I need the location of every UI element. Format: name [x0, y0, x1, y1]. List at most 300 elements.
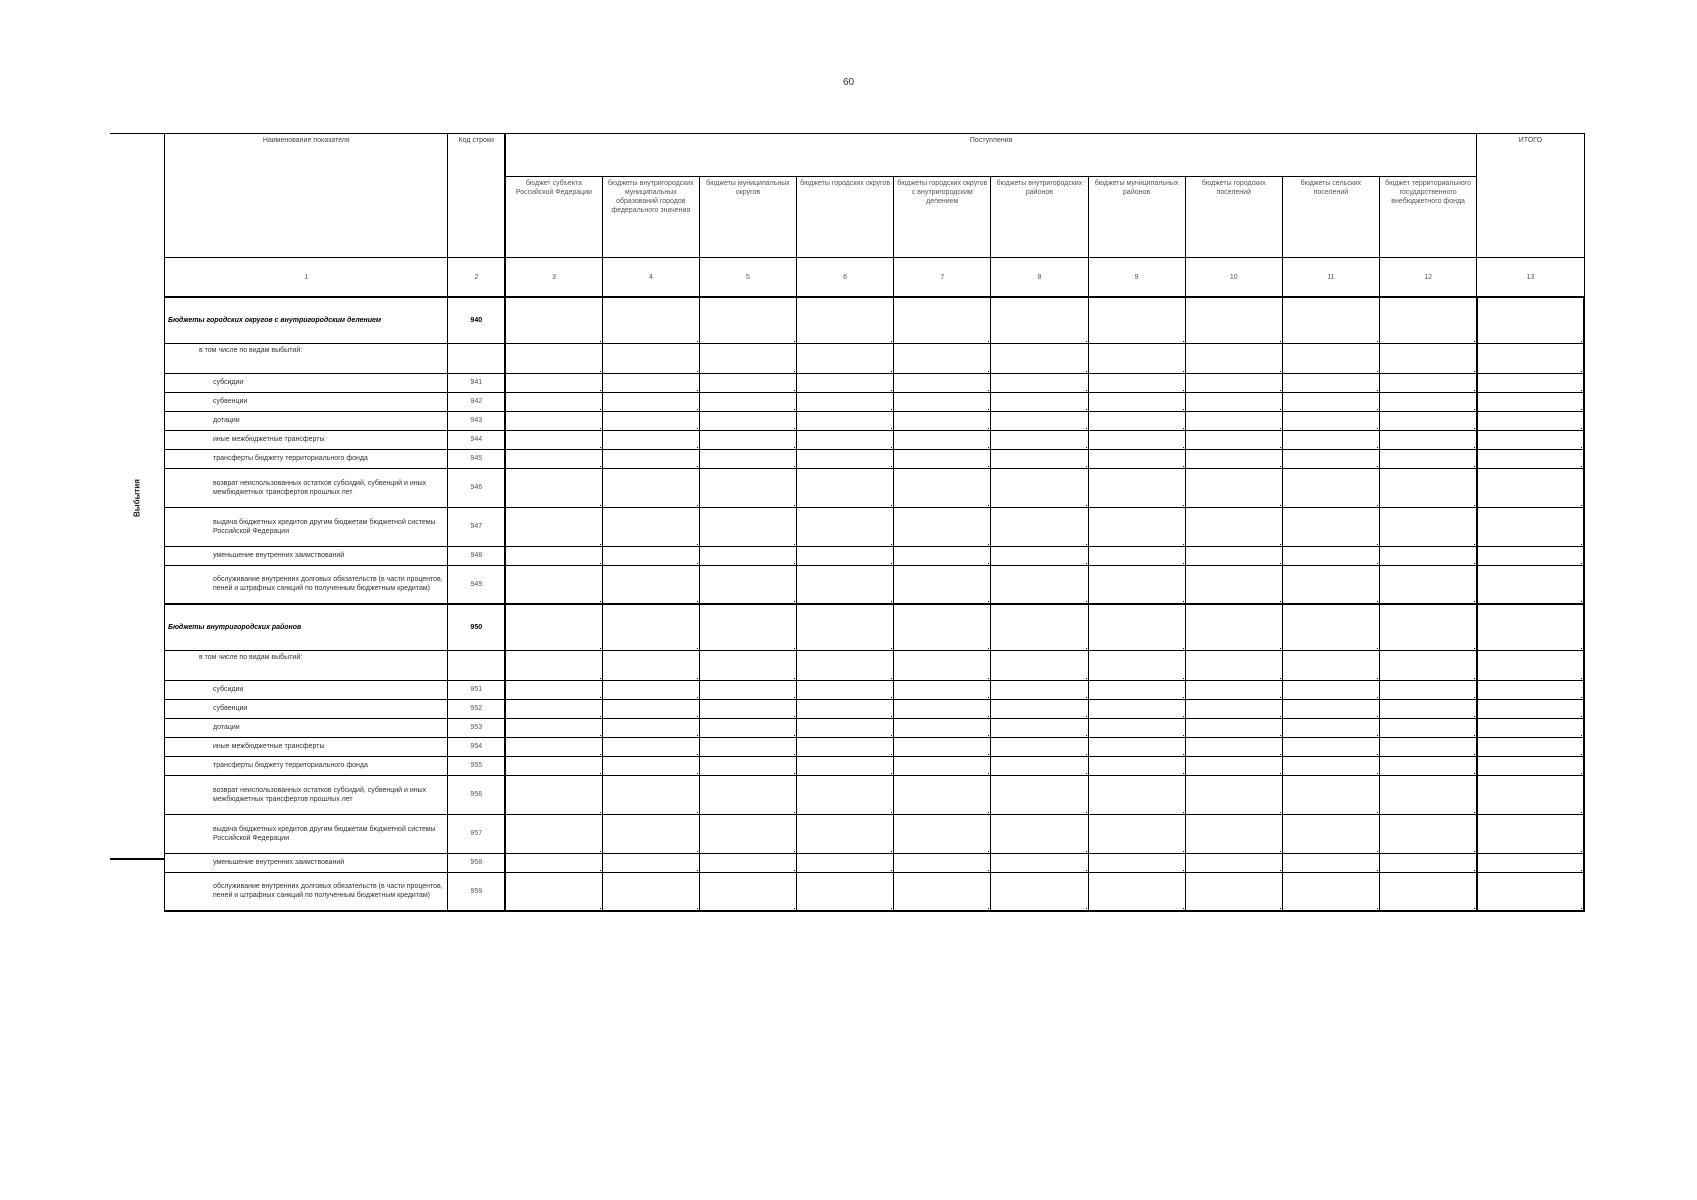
value-cell[interactable]	[1282, 775, 1379, 814]
value-cell[interactable]	[894, 737, 991, 756]
value-cell[interactable]	[505, 373, 602, 392]
column-number-13: 13	[1477, 258, 1584, 298]
row-code: 948	[448, 546, 505, 565]
value-cell[interactable]	[1379, 775, 1476, 814]
value-cell[interactable]	[602, 680, 699, 699]
value-cell[interactable]	[505, 411, 602, 430]
row-name: в том числе по видам выбытий:	[165, 650, 448, 680]
value-cell[interactable]	[1185, 775, 1282, 814]
value-cell[interactable]	[699, 565, 796, 604]
value-cell[interactable]	[505, 718, 602, 737]
value-cell[interactable]	[1088, 411, 1185, 430]
column-number-4: 4	[602, 258, 699, 298]
value-cell[interactable]	[894, 872, 991, 911]
value-cell[interactable]	[602, 872, 699, 911]
value-cell[interactable]	[699, 411, 796, 430]
value-cell[interactable]	[894, 756, 991, 775]
value-cell[interactable]	[894, 373, 991, 392]
value-cell[interactable]	[797, 604, 894, 650]
page-number: 60	[842, 77, 855, 88]
value-cell[interactable]	[699, 872, 796, 911]
total-cell[interactable]	[1477, 430, 1584, 449]
value-cell[interactable]	[894, 718, 991, 737]
value-cell[interactable]	[505, 756, 602, 775]
row-code: 949	[448, 565, 505, 604]
value-cell[interactable]	[699, 853, 796, 872]
report-table	[164, 133, 1585, 912]
total-cell[interactable]	[1477, 449, 1584, 468]
value-cell[interactable]	[1282, 411, 1379, 430]
value-cell[interactable]	[602, 449, 699, 468]
value-cell[interactable]	[797, 565, 894, 604]
value-cell[interactable]	[1088, 775, 1185, 814]
value-cell[interactable]	[991, 507, 1088, 546]
column-number-2: 2	[448, 258, 505, 298]
value-cell[interactable]	[1185, 430, 1282, 449]
value-cell[interactable]	[699, 373, 796, 392]
value-cell[interactable]	[602, 565, 699, 604]
value-cell[interactable]	[1088, 565, 1185, 604]
value-cell[interactable]	[602, 468, 699, 507]
value-cell[interactable]	[1185, 449, 1282, 468]
value-cell[interactable]	[991, 699, 1088, 718]
value-cell[interactable]	[505, 775, 602, 814]
value-cell[interactable]	[699, 507, 796, 546]
value-cell[interactable]	[699, 449, 796, 468]
value-cell[interactable]	[1088, 546, 1185, 565]
value-cell[interactable]	[699, 546, 796, 565]
value-cell[interactable]	[797, 546, 894, 565]
row-code: 951	[448, 680, 505, 699]
value-cell[interactable]	[797, 449, 894, 468]
value-cell[interactable]	[505, 853, 602, 872]
value-cell[interactable]	[1088, 373, 1185, 392]
value-cell[interactable]	[699, 737, 796, 756]
value-cell[interactable]	[1185, 650, 1282, 680]
value-cell[interactable]	[602, 430, 699, 449]
value-cell[interactable]	[991, 392, 1088, 411]
value-cell[interactable]	[602, 546, 699, 565]
value-cell[interactable]	[797, 718, 894, 737]
header-total: ИТОГО	[1477, 134, 1584, 258]
total-cell[interactable]	[1477, 546, 1584, 565]
value-cell[interactable]	[1185, 680, 1282, 699]
value-cell[interactable]	[1282, 546, 1379, 565]
row-name: уменьшение внутренних заимствований	[165, 853, 448, 872]
value-cell[interactable]	[699, 699, 796, 718]
row-code: 952	[448, 699, 505, 718]
value-cell[interactable]	[699, 430, 796, 449]
value-cell[interactable]	[1379, 814, 1476, 853]
row-code: 946	[448, 468, 505, 507]
total-cell[interactable]	[1477, 392, 1584, 411]
value-cell[interactable]	[602, 507, 699, 546]
table-row	[165, 468, 1585, 507]
value-cell[interactable]	[1185, 814, 1282, 853]
value-cell[interactable]	[1379, 468, 1476, 507]
value-cell[interactable]	[991, 650, 1088, 680]
value-cell[interactable]	[1282, 373, 1379, 392]
row-name: в том числе по видам выбытий:	[165, 343, 448, 373]
value-cell[interactable]	[602, 699, 699, 718]
value-cell[interactable]	[1379, 650, 1476, 680]
table-row	[165, 737, 1585, 756]
value-cell[interactable]	[505, 297, 602, 343]
value-cell[interactable]	[1379, 872, 1476, 911]
header-subcol-12: бюджет территориального государственного внебюджетного фонда	[1379, 177, 1476, 258]
value-cell[interactable]	[505, 814, 602, 853]
value-cell[interactable]	[797, 872, 894, 911]
value-cell[interactable]	[894, 468, 991, 507]
row-name: иные межбюджетные трансферты	[165, 737, 448, 756]
value-cell[interactable]	[894, 775, 991, 814]
value-cell[interactable]	[797, 737, 894, 756]
total-cell[interactable]	[1477, 411, 1584, 430]
total-cell[interactable]	[1477, 507, 1584, 546]
value-cell[interactable]	[894, 546, 991, 565]
value-cell[interactable]	[1088, 814, 1185, 853]
value-cell[interactable]	[1185, 853, 1282, 872]
value-cell[interactable]	[1185, 392, 1282, 411]
value-cell[interactable]	[797, 650, 894, 680]
value-cell[interactable]	[1088, 718, 1185, 737]
value-cell[interactable]	[1282, 507, 1379, 546]
table-row	[165, 718, 1585, 737]
total-cell[interactable]	[1477, 297, 1584, 343]
value-cell[interactable]	[991, 872, 1088, 911]
value-cell[interactable]	[602, 392, 699, 411]
value-cell[interactable]	[602, 343, 699, 373]
value-cell[interactable]	[894, 449, 991, 468]
value-cell[interactable]	[1088, 853, 1185, 872]
value-cell[interactable]	[991, 430, 1088, 449]
value-cell[interactable]	[505, 430, 602, 449]
value-cell[interactable]	[894, 392, 991, 411]
value-cell[interactable]	[602, 718, 699, 737]
value-cell[interactable]	[505, 449, 602, 468]
total-cell[interactable]	[1477, 756, 1584, 775]
value-cell[interactable]	[991, 297, 1088, 343]
value-cell[interactable]	[1379, 546, 1476, 565]
value-cell[interactable]	[991, 565, 1088, 604]
row-code: 958	[448, 853, 505, 872]
column-number-7: 7	[894, 258, 991, 298]
row-name: трансферты бюджету территориального фонда	[165, 756, 448, 775]
value-cell[interactable]	[797, 343, 894, 373]
value-cell[interactable]	[797, 775, 894, 814]
value-cell[interactable]	[991, 373, 1088, 392]
value-cell[interactable]	[505, 546, 602, 565]
value-cell[interactable]	[699, 343, 796, 373]
total-cell[interactable]	[1477, 373, 1584, 392]
value-cell[interactable]	[1088, 699, 1185, 718]
value-cell[interactable]	[1088, 737, 1185, 756]
value-cell[interactable]	[1379, 604, 1476, 650]
value-cell[interactable]	[1185, 872, 1282, 911]
value-cell[interactable]	[1088, 449, 1185, 468]
value-cell[interactable]	[505, 468, 602, 507]
value-cell[interactable]	[1379, 853, 1476, 872]
value-cell[interactable]	[797, 507, 894, 546]
value-cell[interactable]	[1282, 737, 1379, 756]
value-cell[interactable]	[1282, 297, 1379, 343]
value-cell[interactable]	[894, 430, 991, 449]
header-subcol-3: бюджет субъекта Российской Федерации	[505, 177, 602, 258]
total-cell[interactable]	[1477, 699, 1584, 718]
total-cell[interactable]	[1477, 468, 1584, 507]
value-cell[interactable]	[991, 680, 1088, 699]
value-cell[interactable]	[894, 680, 991, 699]
header-subcol-9: бюджеты муниципальных районов	[1088, 177, 1185, 258]
value-cell[interactable]	[894, 507, 991, 546]
header-subcol-8: бюджеты внутригородских районов	[991, 177, 1088, 258]
value-cell[interactable]	[991, 468, 1088, 507]
column-number-3: 3	[505, 258, 602, 298]
value-cell[interactable]	[991, 546, 1088, 565]
value-cell[interactable]	[1379, 392, 1476, 411]
value-cell[interactable]	[1282, 343, 1379, 373]
value-cell[interactable]	[1088, 507, 1185, 546]
value-cell[interactable]	[699, 650, 796, 680]
table-row	[165, 680, 1585, 699]
column-number-8: 8	[991, 258, 1088, 298]
row-code: 957	[448, 814, 505, 853]
value-cell[interactable]	[991, 718, 1088, 737]
value-cell[interactable]	[1379, 565, 1476, 604]
value-cell[interactable]	[1088, 650, 1185, 680]
row-code: 942	[448, 392, 505, 411]
value-cell[interactable]	[894, 604, 991, 650]
value-cell[interactable]	[1185, 343, 1282, 373]
row-name: субсидии	[165, 680, 448, 699]
value-cell[interactable]	[699, 392, 796, 411]
table-row	[165, 853, 1585, 872]
value-cell[interactable]	[1185, 546, 1282, 565]
row-name: выдача бюджетных кредитов другим бюджетам бюджетной системы Российской Федерации	[165, 507, 448, 546]
value-cell[interactable]	[1088, 297, 1185, 343]
value-cell[interactable]	[991, 756, 1088, 775]
table-row	[165, 546, 1585, 565]
header-subcol-11: бюджеты сельских поселений	[1282, 177, 1379, 258]
table-row	[165, 392, 1585, 411]
value-cell[interactable]	[1185, 297, 1282, 343]
row-name: иные межбюджетные трансферты	[165, 430, 448, 449]
value-cell[interactable]	[505, 604, 602, 650]
value-cell[interactable]	[894, 411, 991, 430]
value-cell[interactable]	[1088, 392, 1185, 411]
value-cell[interactable]	[699, 756, 796, 775]
value-cell[interactable]	[1282, 756, 1379, 775]
header-subcol-10: бюджеты городских поселений	[1185, 177, 1282, 258]
value-cell[interactable]	[991, 775, 1088, 814]
value-cell[interactable]	[602, 853, 699, 872]
value-cell[interactable]	[505, 343, 602, 373]
value-cell[interactable]	[1282, 699, 1379, 718]
value-cell[interactable]	[602, 737, 699, 756]
value-cell[interactable]	[602, 297, 699, 343]
header-subcol-5: бюджеты муниципальных округов	[699, 177, 796, 258]
value-cell[interactable]	[797, 468, 894, 507]
value-cell[interactable]	[1379, 373, 1476, 392]
value-cell[interactable]	[894, 297, 991, 343]
total-cell[interactable]	[1477, 565, 1584, 604]
value-cell[interactable]	[1088, 430, 1185, 449]
value-cell[interactable]	[1088, 680, 1185, 699]
value-cell[interactable]	[991, 737, 1088, 756]
value-cell[interactable]	[797, 699, 894, 718]
value-cell[interactable]	[505, 392, 602, 411]
total-cell[interactable]	[1477, 872, 1584, 911]
value-cell[interactable]	[1379, 430, 1476, 449]
value-cell[interactable]	[1379, 297, 1476, 343]
value-cell[interactable]	[1379, 756, 1476, 775]
value-cell[interactable]	[991, 604, 1088, 650]
value-cell[interactable]	[1282, 680, 1379, 699]
value-cell[interactable]	[1185, 565, 1282, 604]
value-cell[interactable]	[1185, 718, 1282, 737]
value-cell[interactable]	[797, 430, 894, 449]
value-cell[interactable]	[1282, 449, 1379, 468]
total-cell[interactable]	[1477, 680, 1584, 699]
value-cell[interactable]	[505, 737, 602, 756]
value-cell[interactable]	[1282, 468, 1379, 507]
value-cell[interactable]	[797, 756, 894, 775]
value-cell[interactable]	[505, 565, 602, 604]
total-cell[interactable]	[1477, 343, 1584, 373]
value-cell[interactable]	[797, 392, 894, 411]
value-cell[interactable]	[1379, 737, 1476, 756]
value-cell[interactable]	[1185, 699, 1282, 718]
header-receipts: Поступления	[505, 134, 1477, 177]
value-cell[interactable]	[602, 604, 699, 650]
value-cell[interactable]	[991, 853, 1088, 872]
value-cell[interactable]	[505, 680, 602, 699]
header-subcol-4: бюджеты внутригородских муниципальных образований городов федерального значения	[602, 177, 699, 258]
value-cell[interactable]	[602, 775, 699, 814]
value-cell[interactable]	[797, 297, 894, 343]
column-number-10: 10	[1185, 258, 1282, 298]
value-cell[interactable]	[1282, 565, 1379, 604]
value-cell[interactable]	[894, 650, 991, 680]
value-cell[interactable]	[797, 853, 894, 872]
value-cell[interactable]	[602, 411, 699, 430]
column-number-11: 11	[1282, 258, 1379, 298]
value-cell[interactable]	[1185, 411, 1282, 430]
header-code: Код строки	[448, 134, 505, 258]
value-cell[interactable]	[894, 343, 991, 373]
row-name: дотации	[165, 718, 448, 737]
value-cell[interactable]	[602, 373, 699, 392]
value-cell[interactable]	[699, 604, 796, 650]
row-code: 954	[448, 737, 505, 756]
value-cell[interactable]	[1282, 604, 1379, 650]
value-cell[interactable]	[1379, 699, 1476, 718]
value-cell[interactable]	[1088, 756, 1185, 775]
value-cell[interactable]	[699, 814, 796, 853]
value-cell[interactable]	[1282, 392, 1379, 411]
value-cell[interactable]	[1185, 737, 1282, 756]
value-cell[interactable]	[1282, 814, 1379, 853]
total-cell[interactable]	[1477, 718, 1584, 737]
value-cell[interactable]	[797, 373, 894, 392]
value-cell[interactable]	[1088, 604, 1185, 650]
value-cell[interactable]	[894, 814, 991, 853]
row-name: трансферты бюджету территориального фонда	[165, 449, 448, 468]
value-cell[interactable]	[797, 680, 894, 699]
value-cell[interactable]	[699, 775, 796, 814]
table-row	[165, 872, 1585, 911]
value-cell[interactable]	[505, 650, 602, 680]
value-cell[interactable]	[991, 814, 1088, 853]
value-cell[interactable]	[602, 814, 699, 853]
value-cell[interactable]	[1282, 718, 1379, 737]
value-cell[interactable]	[1379, 718, 1476, 737]
value-cell[interactable]	[1185, 507, 1282, 546]
value-cell[interactable]	[1088, 468, 1185, 507]
value-cell[interactable]	[602, 650, 699, 680]
value-cell[interactable]	[1185, 604, 1282, 650]
value-cell[interactable]	[1185, 373, 1282, 392]
total-cell[interactable]	[1477, 775, 1584, 814]
value-cell[interactable]	[991, 449, 1088, 468]
value-cell[interactable]	[1282, 430, 1379, 449]
value-cell[interactable]	[991, 343, 1088, 373]
value-cell[interactable]	[505, 699, 602, 718]
row-code: 955	[448, 756, 505, 775]
value-cell[interactable]	[1379, 343, 1476, 373]
value-cell[interactable]	[699, 468, 796, 507]
value-cell[interactable]	[797, 411, 894, 430]
value-cell[interactable]	[1379, 507, 1476, 546]
value-cell[interactable]	[894, 565, 991, 604]
value-cell[interactable]	[1282, 650, 1379, 680]
value-cell[interactable]	[797, 814, 894, 853]
row-name: субсидии	[165, 373, 448, 392]
side-label: Выбытия	[132, 479, 142, 517]
table-row	[165, 297, 1585, 343]
value-cell[interactable]	[1379, 680, 1476, 699]
value-cell[interactable]	[1088, 343, 1185, 373]
value-cell[interactable]	[505, 872, 602, 911]
total-cell[interactable]	[1477, 650, 1584, 680]
value-cell[interactable]	[1185, 756, 1282, 775]
value-cell[interactable]	[1379, 411, 1476, 430]
value-cell[interactable]	[699, 718, 796, 737]
value-cell[interactable]	[894, 699, 991, 718]
value-cell[interactable]	[602, 756, 699, 775]
row-name: субвенции	[165, 699, 448, 718]
value-cell[interactable]	[1282, 872, 1379, 911]
value-cell[interactable]	[991, 411, 1088, 430]
total-cell[interactable]	[1477, 814, 1584, 853]
value-cell[interactable]	[1088, 872, 1185, 911]
value-cell[interactable]	[894, 853, 991, 872]
value-cell[interactable]	[1379, 449, 1476, 468]
value-cell[interactable]	[1185, 468, 1282, 507]
value-cell[interactable]	[699, 297, 796, 343]
row-name: возврат неиспользованных остатков субсидий, субвенций и иных межбюджетных трансфертов прошлых лет	[165, 468, 448, 507]
value-cell[interactable]	[505, 507, 602, 546]
total-cell[interactable]	[1477, 604, 1584, 650]
column-number-9: 9	[1088, 258, 1185, 298]
value-cell[interactable]	[1282, 853, 1379, 872]
value-cell[interactable]	[699, 680, 796, 699]
row-code	[448, 343, 505, 373]
table-row	[165, 699, 1585, 718]
total-cell[interactable]	[1477, 737, 1584, 756]
total-cell[interactable]	[1477, 853, 1584, 872]
header-subcol-6: бюджеты городских округов	[797, 177, 894, 258]
